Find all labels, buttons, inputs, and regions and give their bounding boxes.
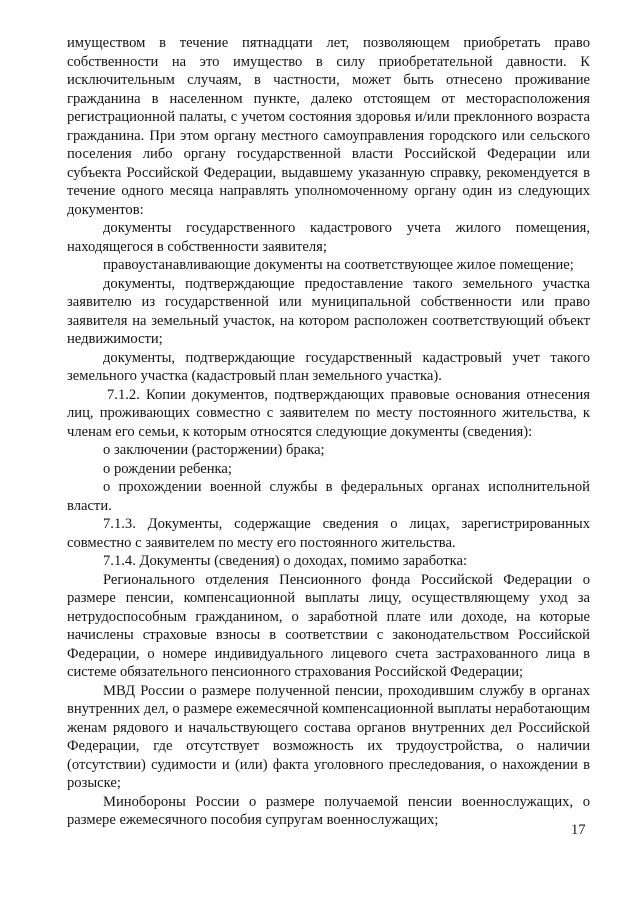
- paragraph-cadastral-docs: документы государственного кадастрового учета жилого помещения, находящегося в собственности заявителя;: [67, 220, 590, 255]
- paragraph-pension-fund: Регионального отделения Пенсионного фонда Российской Федерации о размере пенсии, компенсационной выплаты лицу, осуществляющему уход за нетрудоспособным гражданином, о заработной плате или доходе, на которые начислены страховые взносы в соответствии с законодательством Российской Федерации, о номере индивидуального лицевого счета застрахованного лица в системе обязательного пенсионного страхования Российской Федерации;: [67, 571, 590, 680]
- list-item-marriage: о заключении (расторжении) брака;: [103, 442, 325, 458]
- list-item-military-service: о прохождении военной службы в федеральных органах исполнительной власти.: [67, 479, 590, 514]
- paragraph-land-cadastral-docs: документы, подтверждающие государственный кадастровый учет такого земельного участка (кадастровый план земельного участка).: [67, 349, 590, 384]
- paragraph-title-docs: правоустанавливающие документы на соответствующее жилое помещение;: [103, 257, 574, 273]
- clause-7-1-3: 7.1.3. Документы, содержащие сведения о лицах, зарегистрированных совместно с заявителем по месту его постоянного жительства.: [67, 516, 590, 551]
- list-item-birth: о рождении ребенка;: [103, 460, 232, 477]
- paragraph-continuation: имуществом в течение пятнадцати лет, позволяющем приобретать право собственности на это имущество в силу приобретательной давности. К исключительным случаям, в частности, может быть отнесено проживание гражданина в населенном пункте, далеко отстоящем от месторасположения регистрационной палаты, с учетом состояния здоровья и/или преклонного возраста гражданина. При этом органу местного самоуправления городского или сельского поселения либо органу государственной власти Российской Федерации или субъекта Российской Федерации, выдавшему указанную справку, рекомендуется в течение одного месяца направлять уполномоченному органу один из следующих документов:: [67, 35, 590, 218]
- paragraph-ministry-of-defence: Минобороны России о размере получаемой пенсии военнослужащих, о размере ежемесячного пособия супругам военнослужащих;: [67, 793, 590, 828]
- page-number: 17: [571, 822, 586, 838]
- clause-7-1-4: 7.1.4. Документы (сведения) о доходах, помимо заработка:: [103, 553, 468, 569]
- paragraph-land-plot-docs: документы, подтверждающие предоставление такого земельного участка заявителю из государственной или муниципальной собственности или право заявителя на земельный участок, на котором расположен соответствующий объект недвижимости;: [67, 275, 590, 347]
- document-body: [67, 34, 590, 830]
- clause-7-1-2: 7.1.2. Копии документов, подтверждающих правовые основания отнесения лиц, проживающих совместно с заявителем по месту постоянного жительства, к членам его семьи, к которым относятся следующие документы (сведения):: [67, 386, 590, 440]
- paragraph-mvd: МВД России о размере полученной пенсии, проходившим службу в органах внутренних дел, о размере ежемесячной компенсационной выплаты неработающим женам рядового и начальствующего состава органов внутренних дел Российской Федерации, где отсутствует возможность их трудоустройства, о наличии (отсутствии) судимости и (или) факта уголовного преследования, о нахождении в розыске;: [67, 682, 590, 791]
